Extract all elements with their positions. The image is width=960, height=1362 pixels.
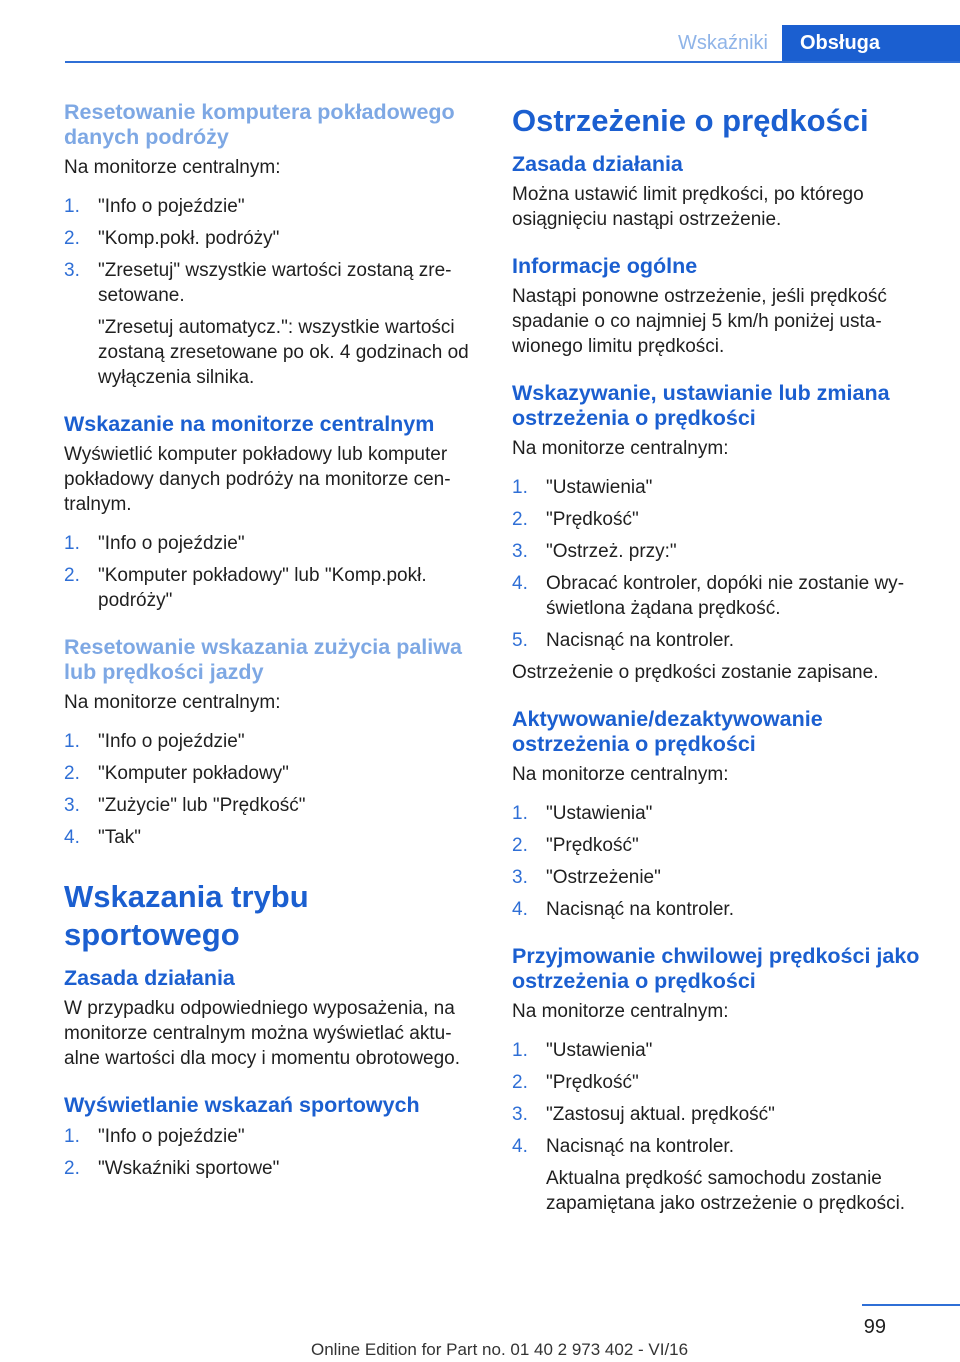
step-text: "Ostrzeż. przy:": [546, 541, 677, 562]
step-text: "Info o pojeździe": [98, 196, 245, 217]
step-number: 2.: [512, 835, 528, 856]
step-text: "Wskaźniki sportowe": [98, 1158, 280, 1179]
list-item: [512, 1070, 926, 1095]
step-text: "Ustawienia": [546, 477, 653, 498]
list-item: [64, 258, 480, 390]
list-item: [64, 825, 480, 850]
step-number: 1.: [512, 803, 528, 824]
step-number: 4.: [512, 899, 528, 920]
step-note: "Zresetuj automatycz.": wszystkie wartości zostaną zresetowane po ok. 4 godzinach od wyłączenia silnika.: [98, 317, 469, 388]
list-item: [64, 226, 480, 251]
steps-list: [64, 729, 480, 850]
title-sport-displays: Wskazania trybu sportowego: [64, 879, 309, 952]
list-item: [512, 801, 926, 826]
heading-set-speed-warning: Wskazywanie, ustawianie lub zmiana ostrzeżenia o prędkości: [512, 381, 890, 430]
steps-list: [512, 1038, 926, 1216]
list-item: [512, 628, 926, 653]
step-number: 2.: [64, 565, 80, 586]
list-item: [512, 475, 926, 500]
list-item: [512, 897, 926, 922]
outro-text: Ostrzeżenie o prędkości zostanie zapisane.: [512, 662, 879, 683]
list-item: [512, 833, 926, 858]
page-number: 99: [863, 1316, 886, 1338]
header-section-wskazniki[interactable]: Wskaźniki: [677, 32, 768, 54]
step-note: Aktualna prędkość samochodu zostanie zapamiętana jako ostrzeżenie o prędkości.: [546, 1168, 906, 1214]
step-text: Nacisnąć na kontroler.: [546, 630, 734, 651]
step-text: "Komputer pokładowy": [98, 763, 289, 784]
list-item: [512, 865, 926, 890]
step-text: "Ustawienia": [546, 803, 653, 824]
step-text: "Prędkość": [546, 1072, 639, 1093]
header-section-obsluga[interactable]: Obsługa: [782, 25, 960, 62]
step-number: 1.: [512, 1040, 528, 1061]
body-text: W przypadku odpowiedniego wyposażenia, na monitorze centralnym można wyświetlać aktualne wartości dla mocy i momentu obrotowego.: [64, 998, 461, 1069]
intro-text: Wyświetlić komputer pokładowy lub komputer pokładowy danych podróży na monitorze centralnym.: [64, 444, 451, 515]
step-number: 2.: [64, 763, 80, 784]
list-item: [64, 1156, 480, 1181]
step-text: "Tak": [98, 827, 142, 848]
heading-reset-consumption: Resetowanie wskazania zużycia paliwa lub prędkości jazdy: [64, 635, 462, 684]
steps-list: [64, 194, 480, 390]
steps-list: [512, 801, 926, 922]
heading-accept-current-speed: Przyjmowanie chwilowej prędkości jako ostrzeżenia o prędkości: [512, 944, 920, 993]
intro-text: Na monitorze centralnym:: [512, 764, 729, 785]
step-text: "Komp.pokł. podróży": [98, 228, 280, 249]
list-item: [64, 563, 480, 613]
list-item: [512, 507, 926, 532]
intro-text: Na monitorze centralnym:: [512, 438, 729, 459]
header-rule: [65, 61, 960, 63]
intro-text: Na monitorze centralnym:: [512, 1001, 729, 1022]
intro-text: Na monitorze centralnym:: [64, 692, 281, 713]
step-text: "Info o pojeździe": [98, 1126, 245, 1147]
step-number: 3.: [512, 867, 528, 888]
step-text: "Ustawienia": [546, 1040, 653, 1061]
list-item: [512, 1038, 926, 1063]
heading-principle: Zasada działania: [64, 966, 235, 990]
step-number: 3.: [64, 260, 80, 281]
heading-display-central-monitor: Wskazanie na monitorze centralnym: [64, 412, 435, 436]
step-number: 2.: [64, 1158, 80, 1179]
step-text: "Info o pojeździe": [98, 533, 245, 554]
heading-general-info: Informacje ogólne: [512, 254, 698, 278]
list-item: [512, 539, 926, 564]
intro-text: Na monitorze centralnym:: [64, 157, 281, 178]
step-text: "Zresetuj" wszystkie wartości zostaną zresetowane.: [98, 260, 452, 306]
list-item: [64, 729, 480, 754]
step-text: "Info o pojeździe": [98, 731, 245, 752]
step-number: 3.: [512, 1104, 528, 1125]
step-text: Obracać kontroler, dopóki nie zostanie wyświetlona żądana prędkość.: [546, 573, 905, 619]
step-text: "Prędkość": [546, 509, 639, 530]
step-text: "Zastosuj aktual. prędkość": [546, 1104, 775, 1125]
steps-list: [64, 531, 480, 613]
left-column: [64, 100, 480, 1188]
step-text: "Komputer pokładowy" lub "Komp.pokł. podróży": [98, 565, 427, 611]
steps-list: [64, 1124, 480, 1181]
step-number: 1.: [64, 1126, 80, 1147]
title-speed-warning: Ostrzeżenie o prędkości: [512, 103, 869, 138]
list-item: [64, 531, 480, 556]
steps-list: [512, 475, 926, 653]
step-text: "Prędkość": [546, 835, 639, 856]
list-item: [512, 1134, 926, 1216]
step-number: 4.: [512, 1136, 528, 1157]
step-text: "Ostrzeżenie": [546, 867, 661, 888]
step-number: 5.: [512, 630, 528, 651]
step-number: 4.: [64, 827, 80, 848]
list-item: [512, 1102, 926, 1127]
list-item: [64, 194, 480, 219]
step-number: 1.: [64, 533, 80, 554]
step-number: 1.: [64, 731, 80, 752]
list-item: [512, 571, 926, 621]
step-number: 3.: [64, 795, 80, 816]
step-number: 1.: [64, 196, 80, 217]
step-text: "Zużycie" lub "Prędkość": [98, 795, 306, 816]
step-number: 1.: [512, 477, 528, 498]
heading-toggle-speed-warning: Aktywowanie/dezaktywowanie ostrzeżenia o prędkości: [512, 707, 823, 756]
footer-rule: [862, 1304, 960, 1306]
right-column: [512, 100, 926, 1223]
step-number: 2.: [512, 1072, 528, 1093]
footer-edition: Online Edition for Part no. 01 40 2 973 402 - VI/16: [311, 1340, 689, 1359]
step-number: 2.: [64, 228, 80, 249]
body-text: Można ustawić limit prędkości, po którego osiągnięciu nastąpi ostrzeżenie.: [512, 184, 864, 230]
list-item: [64, 793, 480, 818]
heading-reset-trip-computer: Resetowanie komputera pokładowego danych podróży: [64, 100, 455, 149]
step-number: 4.: [512, 573, 528, 594]
heading-principle: Zasada działania: [512, 152, 683, 176]
list-item: [64, 761, 480, 786]
step-text: Nacisnąć na kontroler.: [546, 1136, 734, 1157]
list-item: [64, 1124, 480, 1149]
body-text: Nastąpi ponowne ostrzeżenie, jeśli prędkość spadanie o co najmniej 5 km/h poniżej ustawionego limitu prędkości.: [512, 286, 887, 357]
heading-show-sport-displays: Wyświetlanie wskazań sportowych: [64, 1093, 420, 1117]
step-number: 3.: [512, 541, 528, 562]
page-header: [664, 25, 960, 62]
step-text: Nacisnąć na kontroler.: [546, 899, 734, 920]
step-number: 2.: [512, 509, 528, 530]
